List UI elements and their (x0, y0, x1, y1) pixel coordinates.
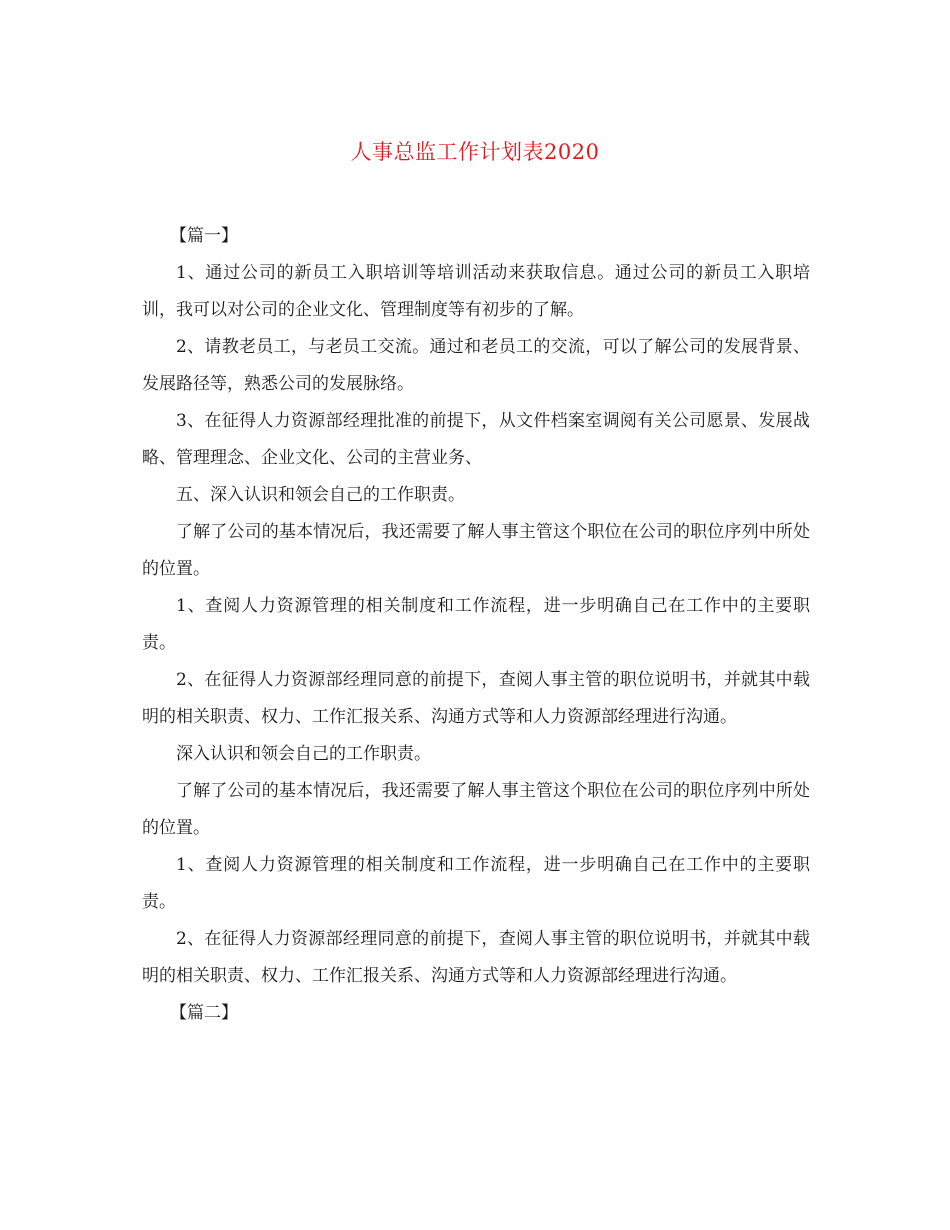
document-body (142, 218, 810, 1032)
paragraph: 2、在征得人力资源部经理同意的前提下，查阅人事主管的职位说明书，并就其中载明的相关职责、权力、工作汇报关系、沟通方式等和人力资源部经理进行沟通。 (142, 670, 810, 727)
paragraph: 2、在征得人力资源部经理同意的前提下，查阅人事主管的职位说明书，并就其中载明的相关职责、权力、工作汇报关系、沟通方式等和人力资源部经理进行沟通。 (142, 929, 810, 986)
document-title: 人事总监工作计划表2020 (350, 140, 600, 164)
paragraph: 深入认识和领会自己的工作职责。 (176, 744, 431, 764)
paragraph: 1、查阅人力资源管理的相关制度和工作流程，进一步明确自己在工作中的主要职责。 (142, 596, 810, 653)
section-heading-1: 【篇一】 (170, 226, 238, 246)
paragraph: 1、通过公司的新员工入职培训等培训活动来获取信息。通过公司的新员工入职培训，我可以对公司的企业文化、管理制度等有初步的了解。 (142, 263, 810, 320)
paragraph: 1、查阅人力资源管理的相关制度和工作流程，进一步明确自己在工作中的主要职责。 (142, 855, 810, 912)
paragraph: 了解了公司的基本情况后，我还需要了解人事主管这个职位在公司的职位序列中所处的位置。 (142, 781, 810, 838)
paragraph: 3、在征得人力资源部经理批准的前提下，从文件档案室调阅有关公司愿景、发展战略、管理理念、企业文化、公司的主营业务、 (142, 411, 810, 468)
paragraph: 2、请教老员工，与老员工交流。通过和老员工的交流，可以了解公司的发展背景、发展路径等，熟悉公司的发展脉络。 (142, 337, 810, 394)
section-heading-2: 【篇二】 (170, 1003, 238, 1023)
paragraph: 了解了公司的基本情况后，我还需要了解人事主管这个职位在公司的职位序列中所处的位置。 (142, 522, 810, 579)
paragraph: 五、深入认识和领会自己的工作职责。 (176, 485, 465, 505)
